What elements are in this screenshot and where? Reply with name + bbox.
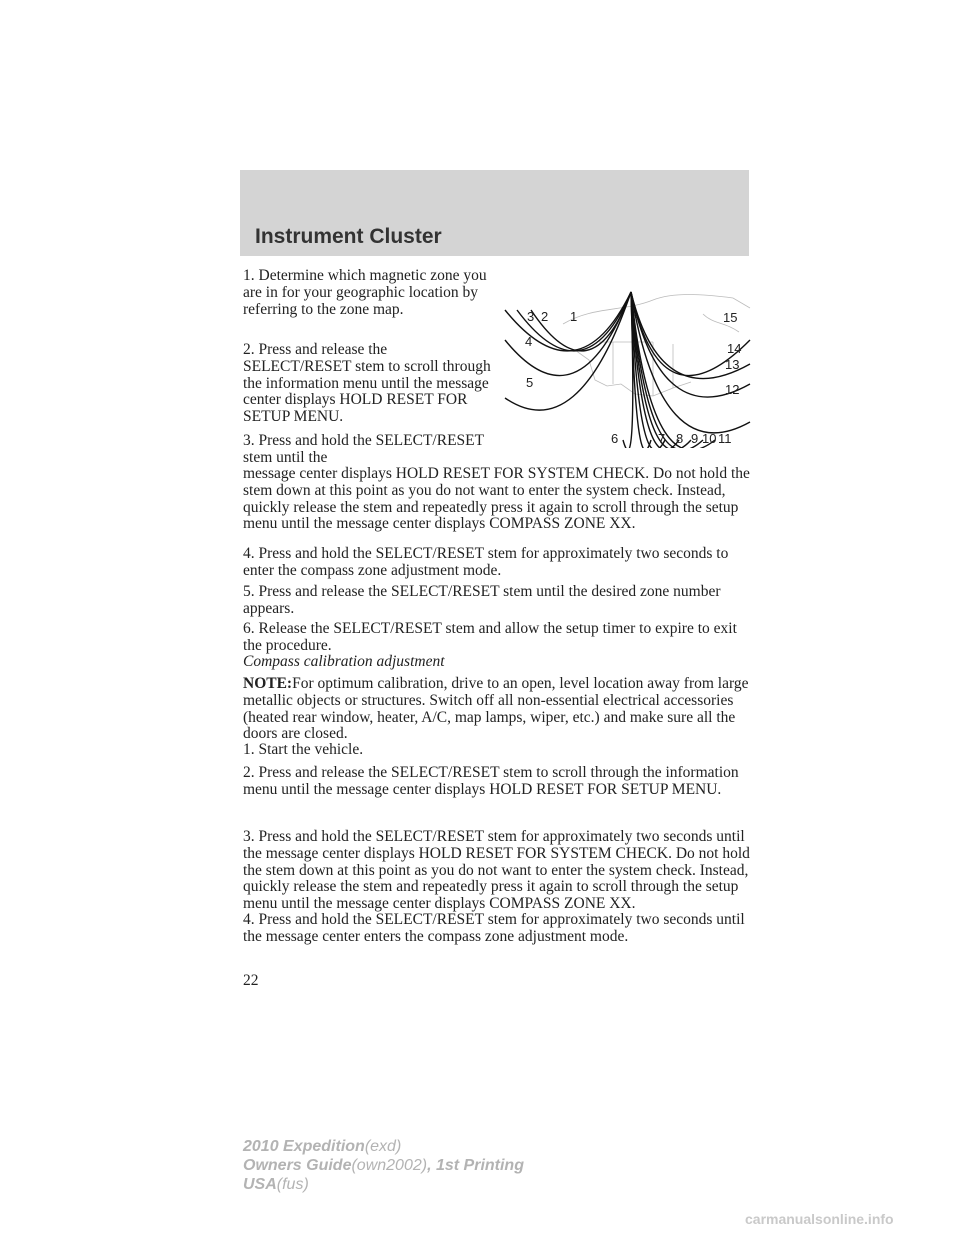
step-3-continuation: message center displays HOLD RESET FOR SYSTEM CHECK. Do not hold the stem down at this point as you do not want to enter the system check. Instead, quickly release the stem and repeatedly press it again to scroll through the setup menu until the message center displays COMPASS ZONE XX. <box>243 465 750 533</box>
step-6: 6. Release the SELECT/RESET stem and allow the setup timer to expire to exit the procedure. <box>243 620 737 654</box>
zone-label-13: 13 <box>725 357 740 372</box>
footer <box>243 1137 524 1194</box>
zone-label-7: 7 <box>658 431 666 446</box>
compass-zone-map <box>503 284 751 448</box>
calibration-heading: Compass calibration adjustment <box>243 653 445 670</box>
page-number: 22 <box>243 972 259 989</box>
map-outline <box>563 295 750 397</box>
zone-label-11: 11 <box>718 431 732 446</box>
footer-line-2 <box>243 1156 524 1175</box>
zone-map-graphic <box>503 284 751 448</box>
note-label: NOTE: <box>243 675 293 692</box>
zone-boundary-4 <box>505 292 631 376</box>
zone-label-3: 3 <box>527 309 535 324</box>
zone-label-9: 9 <box>691 431 699 446</box>
zone-label-1: 1 <box>570 309 578 324</box>
zone-label-14: 14 <box>727 341 742 356</box>
calibration-step-4: 4. Press and hold the SELECT/RESET stem for approximately two seconds until the message center enters the compass zone adjustment mode. <box>243 911 745 945</box>
footer-model-code: (exd) <box>364 1138 402 1155</box>
footer-model: 2010 Expedition <box>243 1138 365 1155</box>
note-text: For optimum calibration, drive to an open, level location away from large metallic objects or structures. Switch off all non-essential electrical accessories (heated rear window, heater, A/C, map lamps, wiper, etc.) and make sure all the doors are closed. <box>243 675 749 743</box>
footer-guide: Owners Guide <box>243 1157 352 1174</box>
step-2: 2. Press and release the SELECT/RESET stem to scroll through the information menu until the message center displays HOLD RESET FOR SETUP MENU. <box>243 341 491 426</box>
zone-label-10: 10 <box>702 431 717 446</box>
step-5: 5. Press and release the SELECT/RESET stem until the desired zone number appears. <box>243 583 721 617</box>
step-4: 4. Press and hold the SELECT/RESET stem for approximately two seconds to enter the compass zone adjustment mode. <box>243 545 729 579</box>
footer-market-code: (fus) <box>276 1176 309 1193</box>
calibration-step-2: 2. Press and release the SELECT/RESET stem to scroll through the information menu until the message center displays HOLD RESET FOR SETUP MENU. <box>243 764 739 798</box>
step-3-start: 3. Press and hold the SELECT/RESET stem until the <box>243 432 484 466</box>
calibration-step-1: 1. Start the vehicle. <box>243 741 364 758</box>
calibration-note <box>243 676 753 743</box>
step-1: 1. Determine which magnetic zone you are in for your geographic location by referring to the zone map. <box>243 267 487 318</box>
watermark-text: carmanualsonline.info <box>745 1211 894 1227</box>
footer-printing: , 1st Printing <box>427 1157 524 1174</box>
footer-guide-code: (own2002) <box>351 1157 428 1174</box>
coastline-north <box>563 295 750 325</box>
zone-label-5: 5 <box>526 375 534 390</box>
zone-label-6: 6 <box>611 431 619 446</box>
section-header <box>240 170 749 256</box>
zone-label-4: 4 <box>525 334 533 349</box>
footer-line-1 <box>243 1137 524 1156</box>
footer-line-3 <box>243 1175 524 1194</box>
zone-label-12: 12 <box>725 382 740 397</box>
zone-boundary-11 <box>631 292 703 448</box>
zone-label-8: 8 <box>676 431 684 446</box>
zone-label-15: 15 <box>723 310 738 325</box>
calibration-step-3: 3. Press and hold the SELECT/RESET stem for approximately two seconds until the message center displays HOLD RESET FOR SYSTEM CHECK. Do not hold the stem down at this point as you do not want to enter the system check. Instead, quickly release the stem and repeatedly press it again to scroll through the setup menu until the message center displays COMPASS ZONE XX. <box>243 828 750 913</box>
zone-label-2: 2 <box>541 309 549 324</box>
footer-market: USA <box>243 1176 277 1193</box>
section-title: Instrument Cluster <box>255 225 442 248</box>
